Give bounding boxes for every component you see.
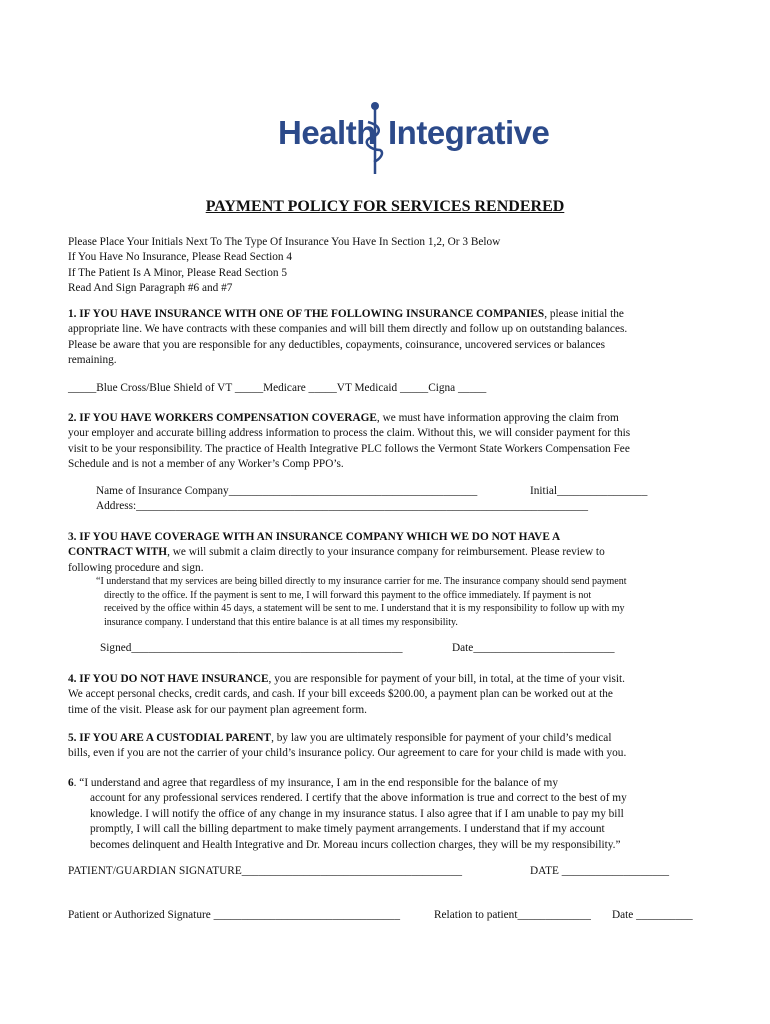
section-3-quote <box>96 575 706 629</box>
intro-line: If The Patient Is A Minor, Please Read Section 5 <box>68 266 287 279</box>
intro-line: Read And Sign Paragraph #6 and #7 <box>68 282 233 295</box>
section-1-text: Please be aware that you are responsible for any deductibles, copayments, coinsurance, uncovered services or balances <box>68 338 606 351</box>
date-field[interactable]: Date_________________________ <box>452 642 615 654</box>
section-6-text: . “I understand and agree that regardless of my insurance, I am in the end responsible for the balance of my <box>73 777 558 789</box>
section-6-text: knowledge. I will notify the office of any change in my insurance status. I also agree that if I am unable to pay my bill <box>90 807 624 820</box>
section-6-text: account for any professional services rendered. I certify that the above information is true and correct to the best of my <box>90 792 627 805</box>
section-5-heading: 5. IF YOU ARE A CUSTODIAL PARENT <box>68 732 272 744</box>
section-5-text: bills, even if you are not the carrier of your child’s insurance policy. Our agreement to care for your child is made with you. <box>68 747 627 760</box>
quote-line: received by the office within 45 days, a statement will be sent to me. I understand that it is my responsibility to follow up with my <box>104 603 625 615</box>
section-1-text: remaining. <box>68 354 117 367</box>
section-5-text: , by law you are ultimately responsible for payment of your child’s medical <box>271 732 612 744</box>
section-1-heading: 1. IF YOU HAVE INSURANCE WITH ONE OF THE FOLLOWING INSURANCE COMPANIES <box>68 308 545 320</box>
address-field[interactable]: Address:________________________________________________________________________________ <box>96 500 589 512</box>
signed-field[interactable]: Signed________________________________________________ <box>100 642 403 654</box>
quote-line: “I understand that my services are being billed directly to my insurance carrier for me. The insurance company should send payment <box>96 576 627 587</box>
section-3-text: following procedure and sign. <box>68 561 204 574</box>
patient-guardian-signature-field[interactable]: PATIENT/GUARDIAN SIGNATURE_______________________________________ <box>68 865 463 877</box>
section-6-text: promptly, I will call the billing department to make timely payment arrangements. I understand that if my account <box>90 823 605 836</box>
authorized-date-field[interactable]: Date __________ <box>612 909 693 921</box>
initial-field[interactable]: Initial________________ <box>530 485 648 497</box>
section-4-text: , you are responsible for payment of your bill, in total, at the time of your visit. <box>268 673 625 685</box>
section-2-text: visit to be your responsibility. The practice of Health Integrative PLC follows the Vermont State Workers Compensation Fee <box>68 442 630 455</box>
section-2-text: Schedule and is not a member of any Worker’s Comp PPO’s. <box>68 458 344 471</box>
health-integrative-logo <box>278 100 550 176</box>
signature-date-field[interactable]: DATE ___________________ <box>530 865 670 877</box>
section-3-heading: CONTRACT WITH <box>68 546 168 559</box>
section-1-text: , please initial the <box>544 308 624 320</box>
section-4-heading: 4. IF YOU DO NOT HAVE INSURANCE <box>68 673 269 685</box>
intro-line: Please Place Your Initials Next To The Type Of Insurance You Have In Section 1,2, Or 3 Below <box>68 236 501 248</box>
logo-text-health: Health <box>278 114 376 151</box>
insurance-options-line[interactable]: _____Blue Cross/Blue Shield of VT _____Medicare _____VT Medicaid _____Cigna _____ <box>68 382 487 394</box>
section-5 <box>68 731 708 762</box>
section-4 <box>68 672 708 718</box>
section-6 <box>68 776 708 853</box>
intro-line: If You Have No Insurance, Please Read Section 4 <box>68 251 293 264</box>
caduceus-icon <box>364 100 386 176</box>
authorized-signature-field[interactable]: Patient or Authorized Signature _________________________________ <box>68 909 400 921</box>
section-1-text: appropriate line. We have contracts with these companies and will bill them directly and follow up on outstanding balances. <box>68 323 628 336</box>
section-3-text: , we will submit a claim directly to your insurance company for reimbursement. Please review to <box>167 546 605 559</box>
quote-line: directly to the office. If the payment is sent to me, I will forward this payment to the office immediately. If payment is not <box>104 589 592 601</box>
quote-line: insurance company. I understand that this entire balance is at all times my responsibility. <box>104 616 458 628</box>
intro-block <box>68 235 708 297</box>
insurance-company-field[interactable]: Name of Insurance Company____________________________________________ <box>96 485 478 497</box>
logo-text-integrative: Integrative <box>388 114 550 151</box>
section-4-text: time of the visit. Please ask for our payment plan agreement form. <box>68 703 367 716</box>
section-1 <box>68 307 708 369</box>
page-title: PAYMENT POLICY FOR SERVICES RENDERED <box>205 198 565 215</box>
section-2-text: your employer and accurate billing address information to process the claim. Without this, we will consider payment for this <box>68 427 631 440</box>
section-6-number: 6 <box>68 777 74 789</box>
section-3 <box>68 530 708 576</box>
section-2-heading: 2. IF YOU HAVE WORKERS COMPENSATION COVERAGE <box>68 412 377 424</box>
section-4-text: We accept personal checks, credit cards, and cash. If your bill exceeds $200.00, a payment plan can be worked out at the <box>68 688 613 701</box>
section-3-heading: 3. IF YOU HAVE COVERAGE WITH AN INSURANCE COMPANY WHICH WE DO NOT HAVE A <box>68 531 561 543</box>
section-2 <box>68 411 708 473</box>
relation-to-patient-field[interactable]: Relation to patient_____________ <box>434 909 591 921</box>
section-6-text: becomes delinquent and Health Integrative and Dr. Moreau incurs collection charges, they will be my responsibility.” <box>90 838 621 851</box>
section-2-text: , we must have information approving the claim from <box>376 412 619 424</box>
